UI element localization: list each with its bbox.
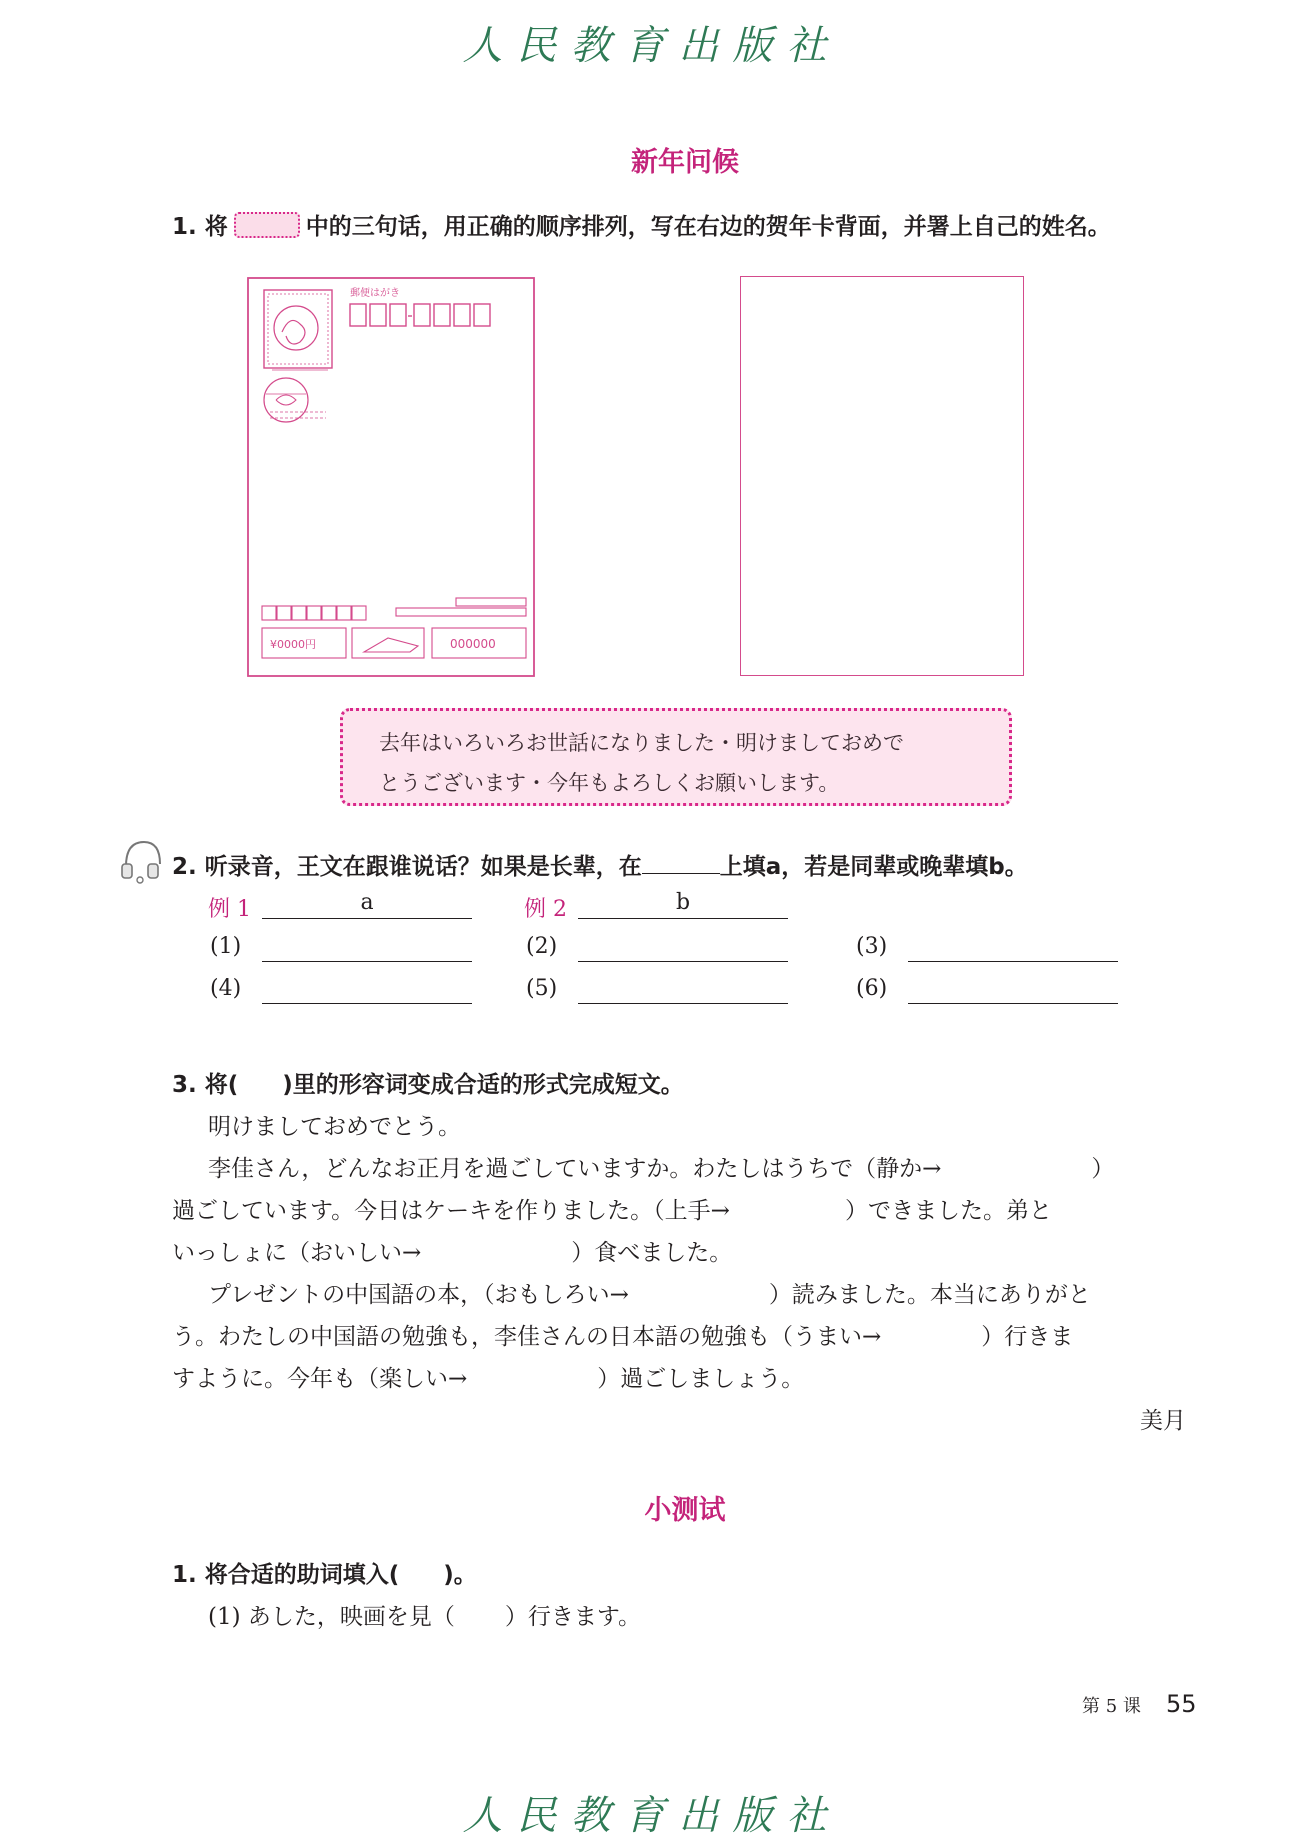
question-2-inline-blank <box>642 855 720 874</box>
sentence-line-1: 去年はいろいろお世話になりました・明けましておめで <box>379 731 904 755</box>
postcard-header: 郵便はがき <box>350 288 400 299</box>
example-2-line <box>578 918 788 919</box>
quiz-item-1: (1) あした，映画を見（ ）行きます。 <box>208 1604 642 1630</box>
item-4-answer-line[interactable] <box>262 1003 472 1004</box>
question-2 <box>172 848 1028 881</box>
question-1-text: 中的三句话，用正确的顺序排列，写在右边的贺年卡背面，并署上自己的姓名。 <box>305 214 1111 240</box>
sentence-box <box>340 708 1012 806</box>
question-2-suffix: 上填a，若是同辈或晚辈填b。 <box>719 854 1028 880</box>
item-5-answer-line[interactable] <box>578 1003 788 1004</box>
item-3-answer-line[interactable] <box>908 961 1118 962</box>
item-5-label: (5) <box>526 976 558 1001</box>
passage-line-7: すように。今年も（楽しい→ ）過ごしましょう。 <box>172 1366 805 1392</box>
passage-line-3: 過ごしています。今日はケーキを作りました。（上手→ ）できました。弟と <box>172 1198 1052 1224</box>
postcard-serial: 000000 <box>450 637 496 651</box>
passage-line-2: 李佳さん，どんなお正月を過ごしていますか。わたしはうちで（静か→ ） <box>208 1156 1115 1182</box>
publisher-footer: 人民教育出版社 <box>462 1793 841 1839</box>
passage-line-5: プレゼントの中国語の本，（おもしろい→ ）読みました。本当にありがと <box>208 1282 1091 1308</box>
section-title-new-year: 新年问候 <box>631 147 739 178</box>
footer-page-number: 55 <box>1166 1690 1197 1718</box>
item-1-answer-line[interactable] <box>262 961 472 962</box>
question-1-number: 1. 将 <box>172 214 228 240</box>
headphones-icon <box>118 836 162 884</box>
question-2-prefix: 2. 听录音，王文在跟谁说话？如果是长辈，在 <box>172 854 642 880</box>
item-6-answer-line[interactable] <box>908 1003 1118 1004</box>
passage-line-1: 明けましておめでとう。 <box>208 1114 461 1140</box>
question-1 <box>172 208 1111 241</box>
example-1-answer: a <box>360 890 374 915</box>
item-1-label: (1) <box>210 934 242 959</box>
item-3-label: (3) <box>856 934 888 959</box>
publisher-header: 人民教育出版社 <box>462 23 841 69</box>
question-3-title-a: 3. 将( <box>172 1072 239 1098</box>
item-2-label: (2) <box>526 934 558 959</box>
passage-line-4: いっしょに（おいしい→ ）食べました。 <box>172 1240 733 1266</box>
question-3-title-b: )里的形容词变成合适的形式完成短文。 <box>282 1072 684 1098</box>
dotted-box-icon <box>234 212 300 238</box>
postcard-front <box>246 276 538 680</box>
postcard-price: ¥0000円 <box>270 638 316 651</box>
example-1-line <box>262 918 472 919</box>
item-4-label: (4) <box>210 976 242 1001</box>
example-1-label: 例 1 <box>208 897 251 922</box>
section-title-quiz: 小测试 <box>644 1495 726 1526</box>
postcard-back-writing-area[interactable] <box>740 276 1024 676</box>
passage-line-6: う。わたしの中国語の勉強も，李佳さんの日本語の勉強も（うまい→ ）行きま <box>172 1324 1074 1350</box>
item-2-answer-line[interactable] <box>578 961 788 962</box>
item-6-label: (6) <box>856 976 888 1001</box>
sentence-line-2: とうございます・今年もよろしくお願いします。 <box>379 771 840 795</box>
example-2-answer: b <box>675 890 691 915</box>
question-3 <box>172 1066 684 1099</box>
footer-lesson: 第 5 课 <box>1082 1696 1141 1717</box>
passage-signature: 美月 <box>1140 1408 1186 1434</box>
example-2-label: 例 2 <box>524 897 567 922</box>
quiz-question-1: 1. 将合适的助词填入( )。 <box>172 1562 477 1588</box>
